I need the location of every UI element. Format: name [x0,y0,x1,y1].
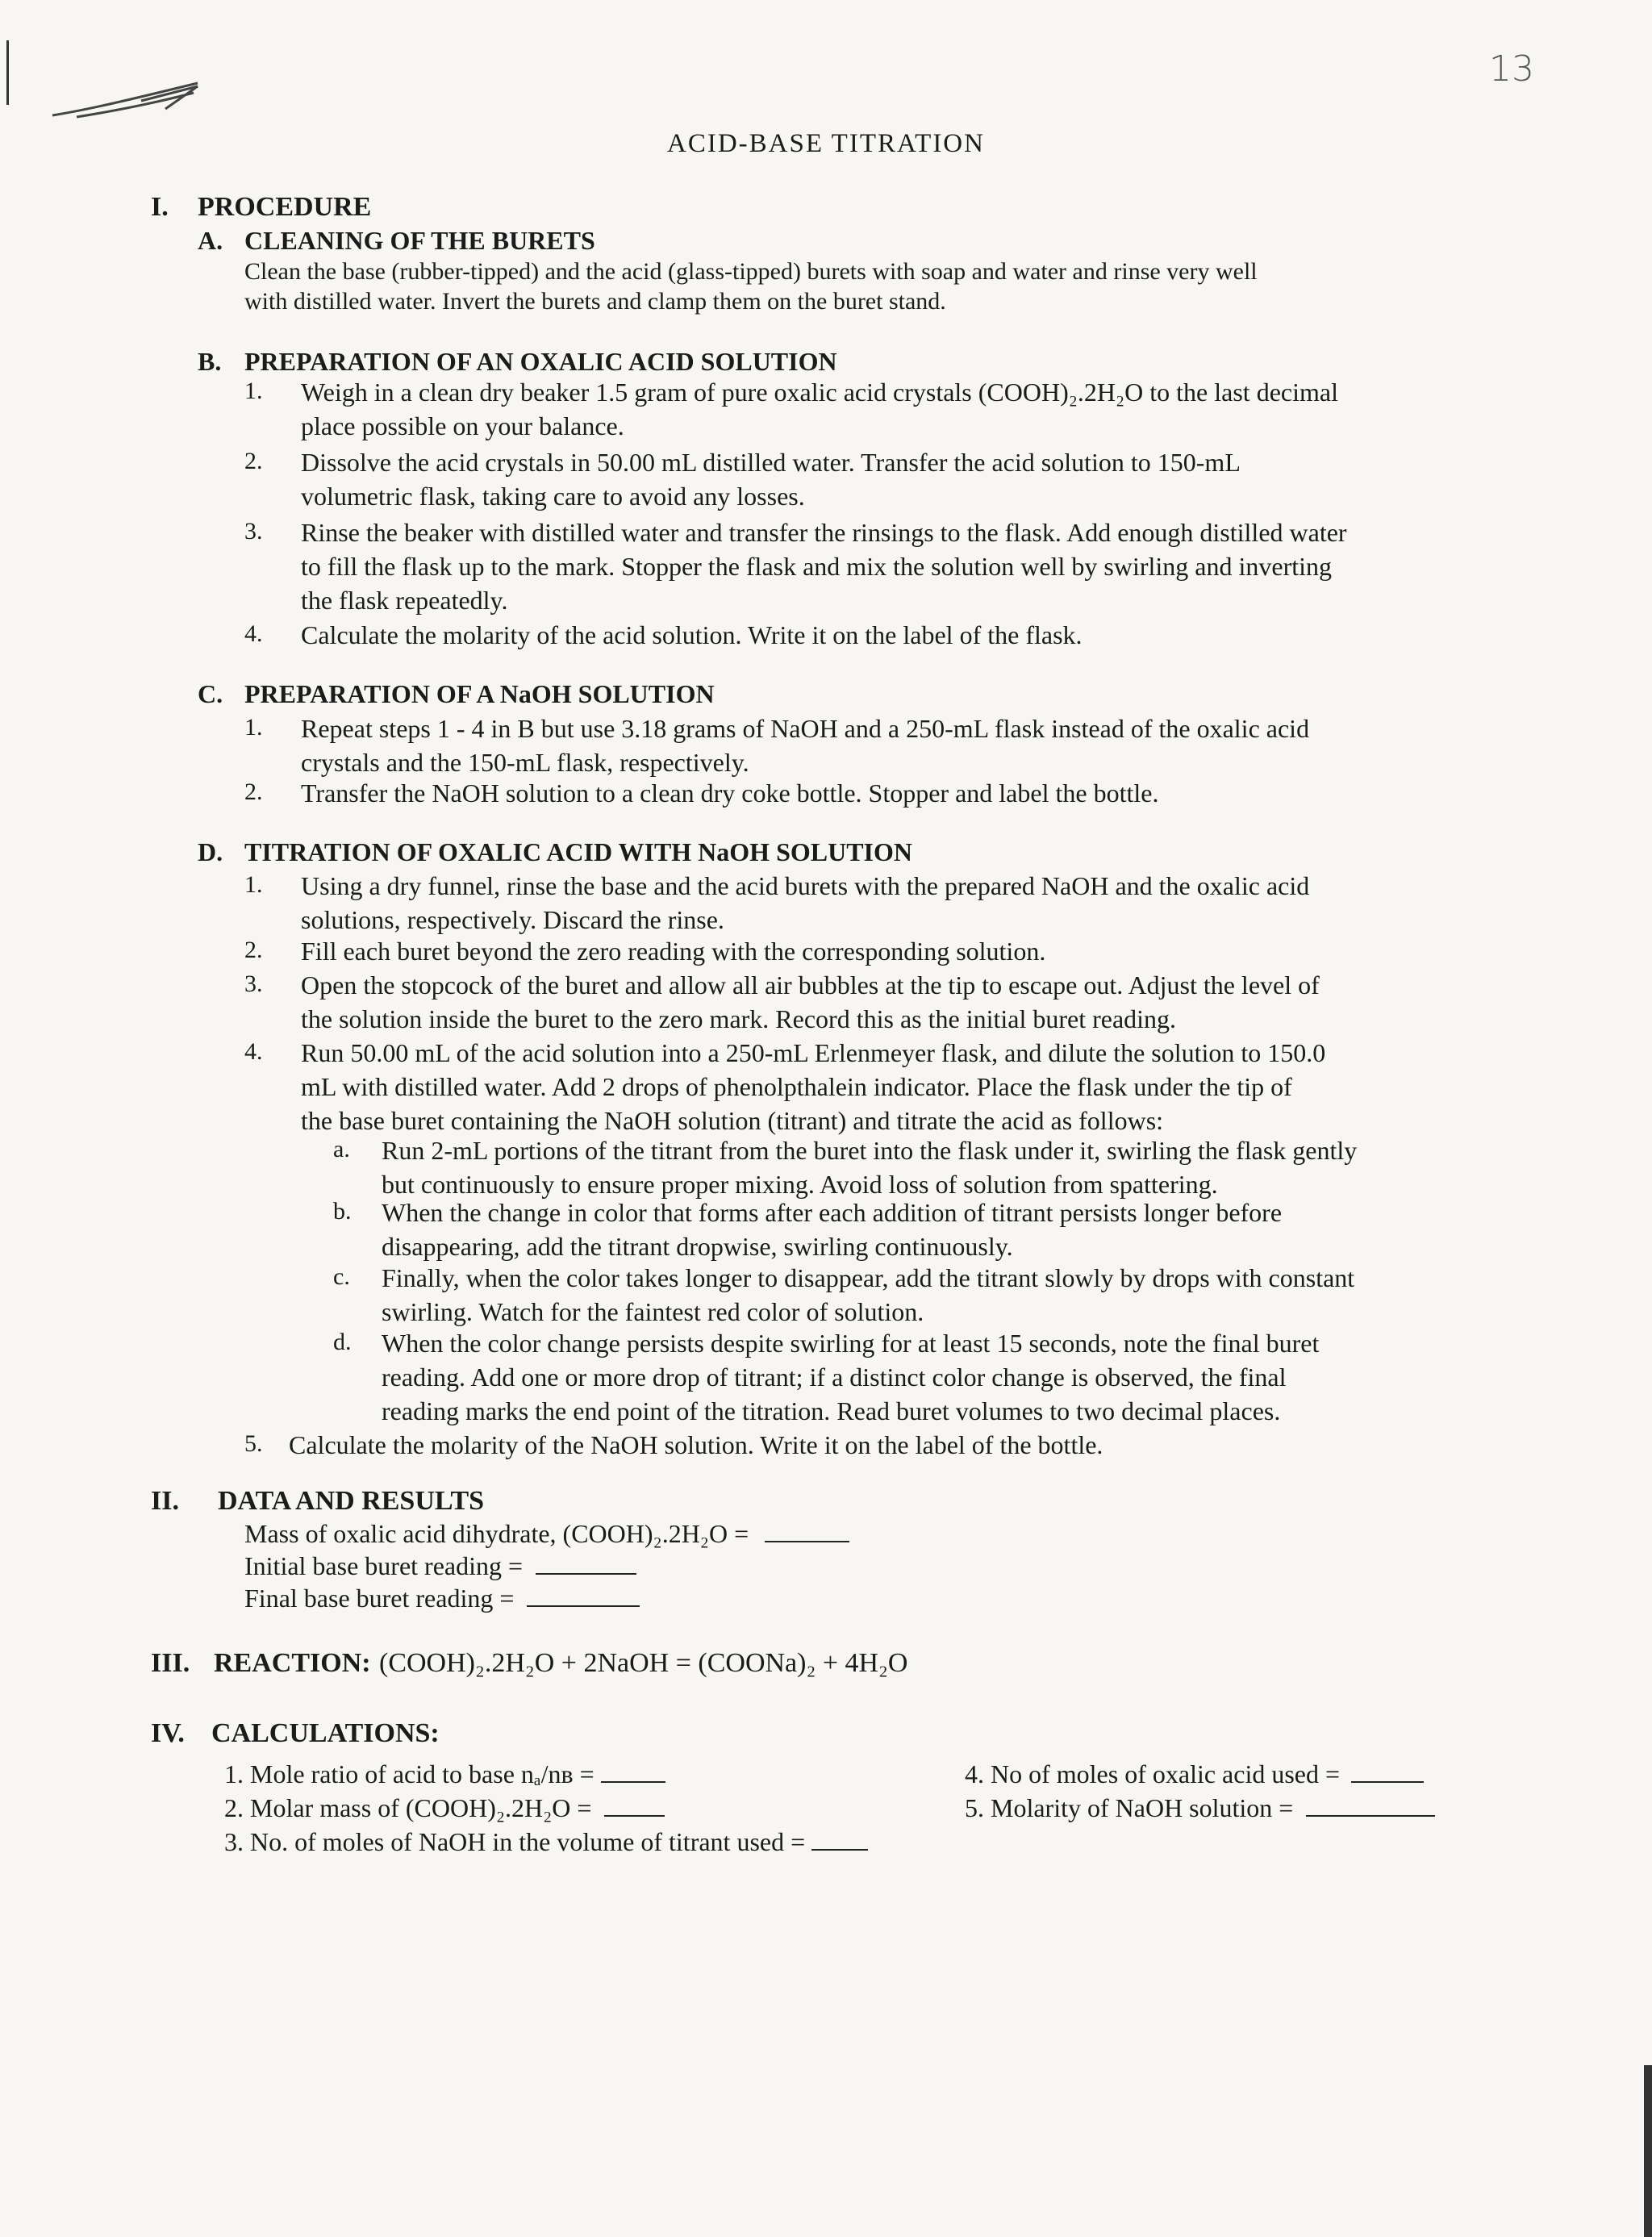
substep-text-line: Finally, when the color takes longer to disappear, add the titrant slowly by drops with constant [382,1263,1355,1292]
reaction-equation: (COOH)₂.2H₂O + 2NaOH = (COONa)₂ + 4H₂O [379,1648,908,1678]
section-roman-iv: IV. [151,1718,185,1748]
subsection-b-letter: B. [198,347,222,376]
substep-text-line: reading. Add one or more drop of titrant; if a distinct color change is observed, the final [382,1363,1287,1392]
scan-edge-mark [1644,2065,1652,2237]
subsection-a-heading: CLEANING OF THE BURETS [244,226,595,255]
section-roman-i: I. [151,192,169,222]
step-text-line: Open the stopcock of the buret and allow all air bubbles at the tip to escape out. Adjust the level of [301,970,1320,1000]
subsection-d-heading: TITRATION OF OXALIC ACID WITH NaOH SOLUTION [244,837,912,866]
step-text-line: Weigh in a clean dry beaker 1.5 gram of pure oxalic acid crystals (COOH)₂.2H₂O to the last decimal [301,378,1338,407]
calc-item-row [224,1757,665,1791]
step-number: 3. [244,518,263,545]
step-text-line: Calculate the molarity of the NaOH solution. Write it on the label of the bottle. [289,1430,1103,1459]
step-text-line: the flask repeatedly. [301,586,508,615]
calc-item-text: Molar mass of (COOH)₂.2H₂O = [250,1793,592,1822]
step-number: 1. [244,714,263,741]
subsection-a-letter: A. [198,226,223,255]
substep-text-line: reading marks the end point of the titration. Read buret volumes to two decimal places. [382,1396,1281,1425]
step-text-line: crystals and the 150-mL flask, respectively. [301,748,749,777]
calc-item-text: Mole ratio of acid to base nₐ/nʙ = [250,1759,594,1788]
answer-blank[interactable] [765,1517,849,1542]
section-calculations-heading: CALCULATIONS: [211,1718,440,1748]
reaction-label: REACTION: [214,1648,371,1678]
answer-blank[interactable] [1306,1791,1435,1817]
substep-letter: c. [333,1263,350,1290]
calc-item-text: No. of moles of NaOH in the volume of titrant used = [250,1827,806,1856]
step-text-line: volumetric flask, taking care to avoid any losses. [301,482,805,511]
step-text-line: Calculate the molarity of the acid solution. Write it on the label of the flask. [301,620,1083,649]
step-text-line: to fill the flask up to the mark. Stopper the flask and mix the solution well by swirling and inverting [301,552,1333,581]
substep-text-line: When the color change persists despite swirling for at least 15 seconds, note the final buret [382,1329,1320,1358]
step-text-line: solutions, respectively. Discard the rinse. [301,905,724,934]
data-field-label: Initial base buret reading = [244,1551,524,1580]
calc-item-text: No of moles of oxalic acid used = [991,1759,1341,1788]
step-number: 2. [244,937,263,963]
calc-item-text: Molarity of NaOH solution = [991,1793,1294,1822]
answer-blank[interactable] [811,1825,868,1851]
step-number: 2. [244,778,263,805]
calc-item-row [224,1825,868,1859]
step-text-line: Using a dry funnel, rinse the base and the acid burets with the prepared NaOH and the oxalic acid [301,871,1310,900]
section-procedure-heading: PROCEDURE [198,192,372,222]
step-text-line: Dissolve the acid crystals in 50.00 mL distilled water. Transfer the acid solution to 150-mL [301,448,1241,477]
substep-text-line: When the change in color that forms after each addition of titrant persists longer before [382,1198,1283,1227]
calc-item-number: 2. [224,1793,244,1822]
section-roman-iii: III. [151,1648,190,1678]
subsection-a-text-line: Clean the base (rubber-tipped) and the acid (glass-tipped) burets with soap and water and rinse very well [244,258,1258,285]
step-text-line: Fill each buret beyond the zero reading with the corresponding solution. [301,937,1046,966]
calc-item-row [965,1757,1424,1791]
calc-item-number: 5. [965,1793,984,1822]
data-field-row [244,1549,636,1583]
subsection-c-letter: C. [198,679,223,708]
substep-letter: a. [333,1136,350,1162]
step-text-line: Repeat steps 1 - 4 in B but use 3.18 grams of NaOH and a 250-mL flask instead of the oxalic acid [301,714,1310,743]
substep-text-line: disappearing, add the titrant dropwise, swirling continuously. [382,1232,1013,1261]
answer-blank[interactable] [604,1791,665,1817]
step-number: 3. [244,970,263,997]
substep-text-line: but continuously to ensure proper mixing. Avoid loss of solution from spattering. [382,1170,1218,1199]
answer-blank[interactable] [1351,1757,1424,1783]
step-text-line: the base buret containing the NaOH solution (titrant) and titrate the acid as follows: [301,1106,1164,1135]
answer-blank[interactable] [536,1549,636,1575]
calc-item-number: 1. [224,1759,244,1788]
step-number: 1. [244,871,263,898]
substep-text-line: Run 2-mL portions of the titrant from the buret into the flask under it, swirling the flask gently [382,1136,1358,1165]
calc-item-row [224,1791,665,1825]
data-field-row [244,1581,640,1615]
step-text-line: place possible on your balance. [301,411,624,440]
step-text-line: Run 50.00 mL of the acid solution into a 250-mL Erlenmeyer flask, and dilute the solution to 150.0 [301,1038,1326,1067]
scan-edge-mark [6,40,9,105]
step-number: 4. [244,1038,263,1065]
page-number: 13 [1489,48,1534,90]
document-title: ACID-BASE TITRATION [667,129,985,158]
answer-blank[interactable] [601,1757,665,1783]
step-text-line: mL with distilled water. Add 2 drops of phenolpthalein indicator. Place the flask under the tip of [301,1072,1292,1101]
step-number: 4. [244,620,263,647]
subsection-a-text-line: with distilled water. Invert the burets and clamp them on the buret stand. [244,288,946,315]
subsection-b-heading: PREPARATION OF AN OXALIC ACID SOLUTION [244,347,837,376]
substep-text-line: swirling. Watch for the faintest red color of solution. [382,1297,924,1326]
step-number: 2. [244,448,263,474]
step-text-line: Transfer the NaOH solution to a clean dry coke bottle. Stopper and label the bottle. [301,778,1159,808]
data-field-label: Mass of oxalic acid dihydrate, (COOH)₂.2H₂O = [244,1519,749,1548]
subsection-d-letter: D. [198,837,223,866]
data-field-label: Final base buret reading = [244,1584,515,1613]
step-text-line: Rinse the beaker with distilled water and transfer the rinsings to the flask. Add enough distilled water [301,518,1347,547]
answer-blank[interactable] [527,1581,640,1607]
calc-item-number: 3. [224,1827,244,1856]
data-field-row [244,1517,849,1550]
calc-item-row [965,1791,1435,1825]
calc-item-number: 4. [965,1759,984,1788]
step-text-line: the solution inside the buret to the zero mark. Record this as the initial buret reading. [301,1004,1177,1033]
pen-scribble-mark [44,69,206,133]
substep-letter: d. [333,1329,352,1355]
subsection-c-heading: PREPARATION OF A NaOH SOLUTION [244,679,715,708]
step-number: 5. [244,1430,263,1457]
section-data-results-heading: DATA AND RESULTS [218,1486,485,1516]
section-roman-ii: II. [151,1486,179,1516]
substep-letter: b. [333,1198,352,1225]
step-number: 1. [244,378,263,404]
